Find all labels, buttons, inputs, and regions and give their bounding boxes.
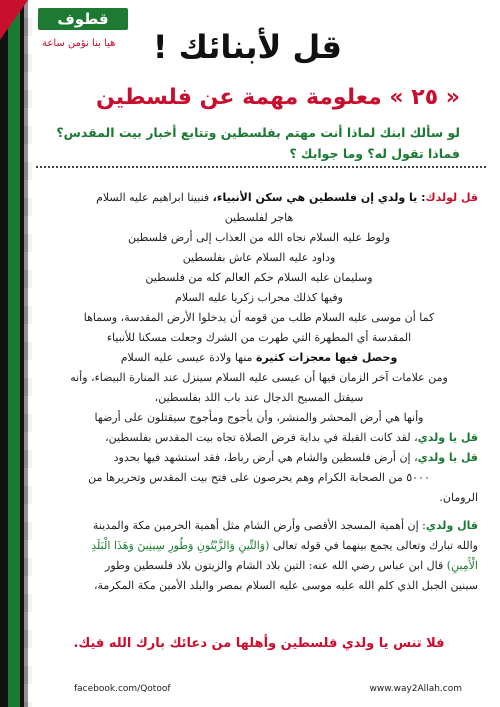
- text: منها ولادة عيسى عليه السلام: [120, 351, 256, 364]
- flag-red-triangle: [0, 0, 28, 40]
- quran-verse: (وَالتِّينِ وَالزَّيْتُونِ وَطُورِ سِينِينَ وَهَذَا الْبَلَدِ: [91, 539, 270, 552]
- paragraph-5: وفيها كذلك محراب زكريا عليه السلام: [175, 291, 343, 304]
- paragraph-13: [40, 516, 478, 536]
- paragraph-12b: الرومان.: [439, 491, 478, 504]
- question-line-2: فماذا تقول له؟ وما جوابك ؟: [289, 146, 460, 161]
- closing-line: فلا تنس يا ولدي فلسطين وأهلها من دعائك بارك الله فيك.: [73, 636, 445, 651]
- text: : إن أهمية المسجد الأقصى وأرض الشام مثل أهمية الحرمين مكة والمدينة: [92, 519, 426, 532]
- article-body: [40, 188, 478, 596]
- text: فنبينا ابراهيم عليه السلام: [96, 191, 213, 204]
- page-title: قل لأبنائك !: [152, 28, 342, 66]
- paragraph-4: وسليمان عليه السلام حكم العالم كله من فلسطين: [145, 271, 373, 284]
- facebook-link[interactable]: facebook.com/Qotoof: [74, 684, 171, 694]
- paragraph-3: وداود عليه السلام عاش بفلسطين: [182, 251, 336, 264]
- paragraph-1b: هاجر لفلسطين: [224, 211, 294, 224]
- paragraph-11: [40, 448, 478, 468]
- paragraph-14: [40, 536, 478, 556]
- heading-phrase: : يا ولدي إن فلسطين هي سكن الأنبياء،: [212, 191, 426, 204]
- flag-green-band: [8, 0, 20, 707]
- qotoof-logo: قطوف: [38, 8, 128, 30]
- paragraph-8b: سيقتل المسيح الدجال عند باب اللد بفلسطين،: [154, 391, 364, 404]
- footer: [0, 684, 500, 700]
- question-line-1: لو سألك ابنك لماذا أنت مهتم بفلسطين وتتابع أخبار بيت المقدس؟: [56, 125, 460, 140]
- paragraph-2: ولوط عليه السلام نجاه الله من العذاب إلى أرض فلسطين: [127, 231, 391, 244]
- bold-phrase: وحصل فيها معجزات كثيرة: [255, 351, 398, 364]
- brand-tagline: هيا بنا نؤمن ساعة: [42, 38, 116, 49]
- question-block: [30, 122, 460, 164]
- lead-label: قل يا ولدي: [417, 431, 478, 444]
- website-link[interactable]: www.way2Allah.com: [369, 684, 462, 694]
- paragraph-10: [40, 428, 478, 448]
- text: قال ابن عباس رضي الله عنه: التين بلاد الشام والزيتون بلاد فلسطين وطور: [105, 559, 447, 572]
- text: ، لقد كانت القبلة في بداية فرض الصلاة تجاه بيت المقدس بفلسطين،: [105, 431, 418, 444]
- text: ، إن أرض فلسطين والشام هي أرض رباط، فقد استشهد فيها بحدود: [113, 451, 418, 464]
- page-subtitle: « ٢٥ » معلومة مهمة عن فلسطين: [95, 85, 460, 110]
- dotted-divider: [36, 166, 486, 182]
- paragraph-1: [40, 188, 478, 208]
- paragraph-6a: كما أن موسى عليه السلام طلب من قومه أن يدخلوا الأرض المقدسة، وسماها: [83, 311, 435, 324]
- palestine-flag-stripe: [0, 0, 28, 707]
- lead-label: قل لولدك: [425, 191, 478, 204]
- paragraph-12a: ٥٠٠٠ من الصحابة الكرام وهم يحرصون على فتح بيت المقدس وتحريرها من: [88, 471, 430, 484]
- paragraph-6b: المقدسة أي المطهرة التي طهرت من الشرك وجعلت مسكنا للأنبياء: [106, 331, 412, 344]
- paragraph-16: سينين الجبل الذي كلم الله عليه موسى عليه السلام بمصر والبلد الأمين مكة المكرمة،: [93, 579, 478, 592]
- flag-white-band: [24, 0, 32, 707]
- quran-verse: الْأَمِينِ): [446, 559, 478, 572]
- paragraph-9: وأنها هي أرض المحشر والمنشر، وأن يأجوج ومأجوج سيقتلون على أرضها: [94, 411, 424, 424]
- paragraph-8a: ومن علامات آخر الزمان فيها أن عيسى عليه السلام سينزل عند المنارة البيضاء، وأنه: [70, 371, 448, 384]
- paragraph-7: [40, 348, 478, 368]
- lead-label: قل يا ولدي: [417, 451, 478, 464]
- paragraph-15: [40, 556, 478, 576]
- text: والله تبارك وتعالى يجمع بينهما في قوله تعالى: [269, 539, 478, 552]
- lead-label: قال ولدي: [425, 519, 478, 532]
